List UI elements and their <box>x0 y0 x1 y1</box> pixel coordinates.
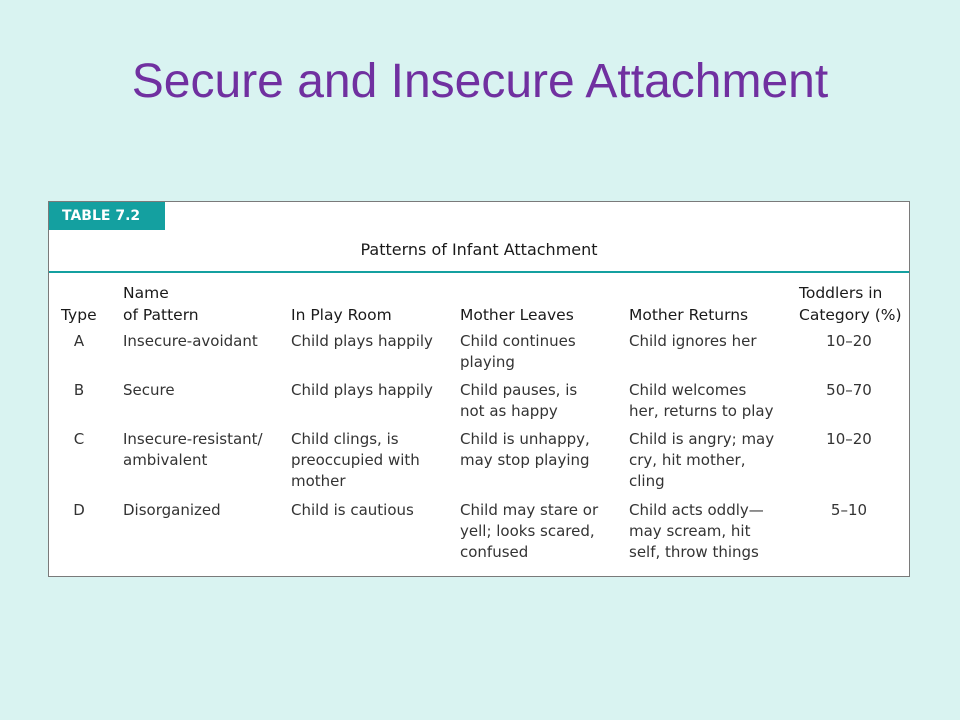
cell-mother-returns: Child is angry; may <box>629 430 775 448</box>
header-mother-leaves: Mother Leaves <box>460 306 574 324</box>
cell-mother-returns: may scream, hit <box>629 522 751 540</box>
cell-mother-leaves: yell; looks scared, <box>460 522 595 540</box>
cell-percent: 50–70 <box>826 381 872 399</box>
cell-mother-returns: Child welcomes <box>629 381 747 399</box>
header-mother-returns: Mother Returns <box>629 306 749 324</box>
cell-mother-leaves: Child pauses, is <box>460 381 578 399</box>
cell-mother-leaves: Child may stare or <box>460 501 599 519</box>
slide-title: Secure and Insecure Attachment <box>131 55 829 108</box>
header-name-line2: of Pattern <box>123 306 199 324</box>
cell-mother-leaves: Child is unhappy, <box>460 430 590 448</box>
cell-mother-returns: Child ignores her <box>629 332 757 350</box>
cell-pattern-name: Disorganized <box>123 501 221 519</box>
header-type: Type <box>61 306 97 324</box>
cell-percent: 10–20 <box>826 332 872 350</box>
table-divider <box>49 271 909 273</box>
cell-mother-returns: self, throw things <box>629 543 759 561</box>
cell-mother-returns: her, returns to play <box>629 402 774 420</box>
cell-mother-leaves: Child continues <box>460 332 576 350</box>
cell-mother-leaves: confused <box>460 543 529 561</box>
cell-mother-returns: cry, hit mother, <box>629 451 746 469</box>
cell-pattern-name: Secure <box>123 381 175 399</box>
cell-pattern-name: Insecure-resistant/ <box>123 430 263 448</box>
header-toddlers-line2: Category (%) <box>799 306 902 324</box>
cell-play-room: Child is cautious <box>291 501 414 519</box>
cell-percent: 5–10 <box>830 501 868 519</box>
cell-play-room: preoccupied with <box>291 451 420 469</box>
cell-mother-returns: Child acts oddly— <box>629 501 764 519</box>
cell-type: A <box>73 332 85 350</box>
cell-mother-leaves: may stop playing <box>460 451 590 469</box>
table-number-tag: TABLE 7.2 <box>49 202 165 230</box>
cell-type: B <box>73 381 85 399</box>
cell-pattern-name: ambivalent <box>123 451 208 469</box>
table-caption: Patterns of Infant Attachment <box>360 240 598 259</box>
cell-type: D <box>73 501 85 519</box>
cell-mother-returns: cling <box>629 472 665 490</box>
cell-mother-leaves: playing <box>460 353 515 371</box>
cell-pattern-name: Insecure-avoidant <box>123 332 258 350</box>
header-play-room: In Play Room <box>291 306 392 324</box>
cell-mother-leaves: not as happy <box>460 402 558 420</box>
cell-type: C <box>73 430 85 448</box>
cell-play-room: Child plays happily <box>291 332 433 350</box>
header-toddlers-line1: Toddlers in <box>799 284 883 302</box>
header-name-line1: Name <box>123 284 169 302</box>
cell-play-room: mother <box>291 472 346 490</box>
cell-play-room: Child plays happily <box>291 381 433 399</box>
cell-play-room: Child clings, is <box>291 430 399 448</box>
cell-percent: 10–20 <box>826 430 872 448</box>
attachment-table <box>48 201 910 577</box>
